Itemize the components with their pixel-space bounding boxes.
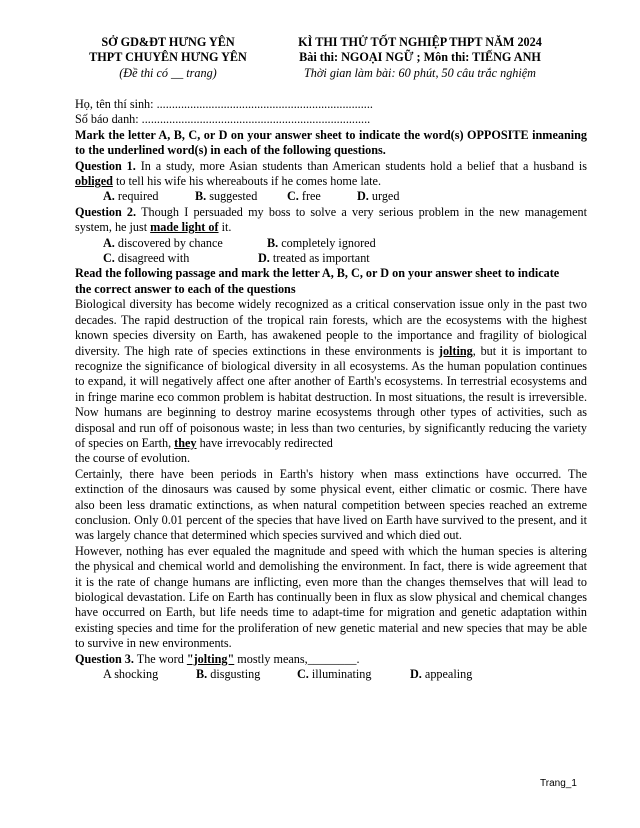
exam-time: Thời gian làm bài: 60 phút, 50 câu trắc nghiệm bbox=[304, 65, 536, 80]
exam-subject: Bài thi: NGOẠI NGỮ ; Môn thi: TIẾNG ANH bbox=[299, 50, 541, 65]
q3-options bbox=[75, 667, 587, 682]
q1-options bbox=[75, 189, 587, 204]
question-1 bbox=[75, 159, 587, 190]
q3-option-b[interactable]: B. disgusting bbox=[196, 667, 261, 682]
instruction-passage-cont: the correct answer to each of the questions bbox=[75, 281, 296, 296]
question-label: Question 3. bbox=[75, 651, 134, 666]
question-text: mostly means,________. bbox=[234, 651, 360, 666]
q1-option-c[interactable]: C. free bbox=[287, 189, 321, 204]
exam-header bbox=[270, 35, 570, 81]
underlined-word: they bbox=[174, 435, 197, 450]
q1-option-a[interactable]: A. required bbox=[103, 189, 159, 204]
q2-options-row2 bbox=[75, 251, 587, 266]
page-count-note: (Đề thi có __ trang) bbox=[119, 65, 217, 80]
passage-paragraph-2: Certainly, there have been periods in Earth's history when mass extinctions have occurred. The extinction of the dinosaurs was caused by some physical event, either climatic or cosmic. There have also been less dramatic extinctions, as when natural competition between species reached an extreme conclusion. Only 0.01 percent of the species that have lived on Earth have survived to the present, and it was largely chance that determined which species survived and which died out. bbox=[75, 466, 587, 543]
q2-option-d[interactable]: D. treated as important bbox=[258, 251, 370, 266]
question-2 bbox=[75, 205, 587, 236]
candidate-number-line: Số báo danh: ........................................................................... bbox=[75, 112, 371, 127]
exam-body bbox=[75, 97, 587, 682]
department-name: SỞ GD&ĐT HƯNG YÊN bbox=[101, 35, 235, 49]
question-text: it. bbox=[218, 220, 232, 235]
question-text: In a study, more Asian students than American students hold a belief that a husband is bbox=[135, 158, 587, 173]
q3-option-c[interactable]: C. illuminating bbox=[297, 667, 372, 682]
passage-paragraph-1: Biological diversity has become widely recognized as a critical conservation issue only in the past two decades. The rapid destruction of the tropical rain forests, which are the ecosystems with the highest known species diversity on Earth, has awakened people to the importance and fragility of biological diversity. The high rate of species extinctions in these environments is jolting, but it is important to recognize the significance of biological diversity in all ecosystems. As the human population continues to expand, it will negatively affect one after another of Earth's ecosystems. In terrestrial ecosystems and in fringe marine eco common problem is habitat destruction. In most situations, the result is irreversible. Now humans are beginning to destroy marine ecosystems through other types of activities, such as disposal and run off of poisonous waste; in less than two centuries, by significantly reducing the variety of species on Earth, they have irrevocably redirected bbox=[75, 297, 588, 450]
q1-option-b[interactable]: B. suggested bbox=[195, 189, 258, 204]
school-header bbox=[70, 35, 266, 81]
candidate-name-line: Họ, tên thí sinh: ....................................................................... bbox=[75, 97, 373, 111]
question-label: Question 2. bbox=[75, 204, 137, 219]
q3-option-d[interactable]: D. appealing bbox=[410, 667, 473, 682]
passage-paragraph-1-end: the course of evolution. bbox=[75, 451, 191, 466]
quoted-word: "jolting" bbox=[186, 651, 235, 666]
q3-option-a[interactable]: A shocking bbox=[103, 667, 159, 682]
passage-paragraph-3: However, nothing has ever equaled the magnitude and speed with which the human species is altering the physical and chemical world and demolishing the environment. In fact, there is wide agreement that it is the rate of change humans are inflicting, even more than the changes themselves that will lead to biological devastation. Life on Earth has continually been in flux as slow physical and chemical changes have occurred on Earth, but life needs time to adapt-time for migration and genetic adaptation within existing species and time for the proliferation of new genetic material and new species that may be able to survive in new environments. bbox=[75, 543, 587, 651]
question-label: Question 1. bbox=[75, 158, 136, 173]
question-text: Though I persuaded my boss to solve a very serious problem in the new management system, he just bbox=[75, 204, 587, 235]
underlined-phrase: made light of bbox=[150, 220, 219, 235]
question-text: to tell his wife his whereabouts if he comes home late. bbox=[112, 174, 381, 189]
question-text: The word bbox=[133, 651, 187, 666]
instruction-opposite: Mark the letter A, B, C, or D on your answer sheet to indicate the word(s) OPPOSITE inmeaning to the underlined word(s) in each of the following questions. bbox=[75, 127, 587, 158]
q2-option-c[interactable]: C. disagreed with bbox=[103, 251, 190, 266]
q2-option-b[interactable]: B. completely ignored bbox=[267, 235, 376, 250]
question-3 bbox=[75, 652, 587, 667]
exam-title: KÌ THI THỬ TỐT NGHIỆP THPT NĂM 2024 bbox=[298, 35, 542, 49]
page-number: Trang_1 bbox=[540, 778, 577, 789]
school-name: THPT CHUYÊN HƯNG YÊN bbox=[89, 50, 247, 65]
q2-option-a[interactable]: A. discovered by chance bbox=[103, 235, 223, 250]
instruction-passage: Read the following passage and mark the letter A, B, C, or D on your answer sheet to indicate bbox=[75, 266, 560, 281]
q2-options bbox=[75, 236, 587, 251]
underlined-word: obliged bbox=[75, 174, 113, 189]
q1-option-d[interactable]: D. urged bbox=[357, 189, 400, 204]
underlined-word: jolting bbox=[438, 343, 473, 358]
